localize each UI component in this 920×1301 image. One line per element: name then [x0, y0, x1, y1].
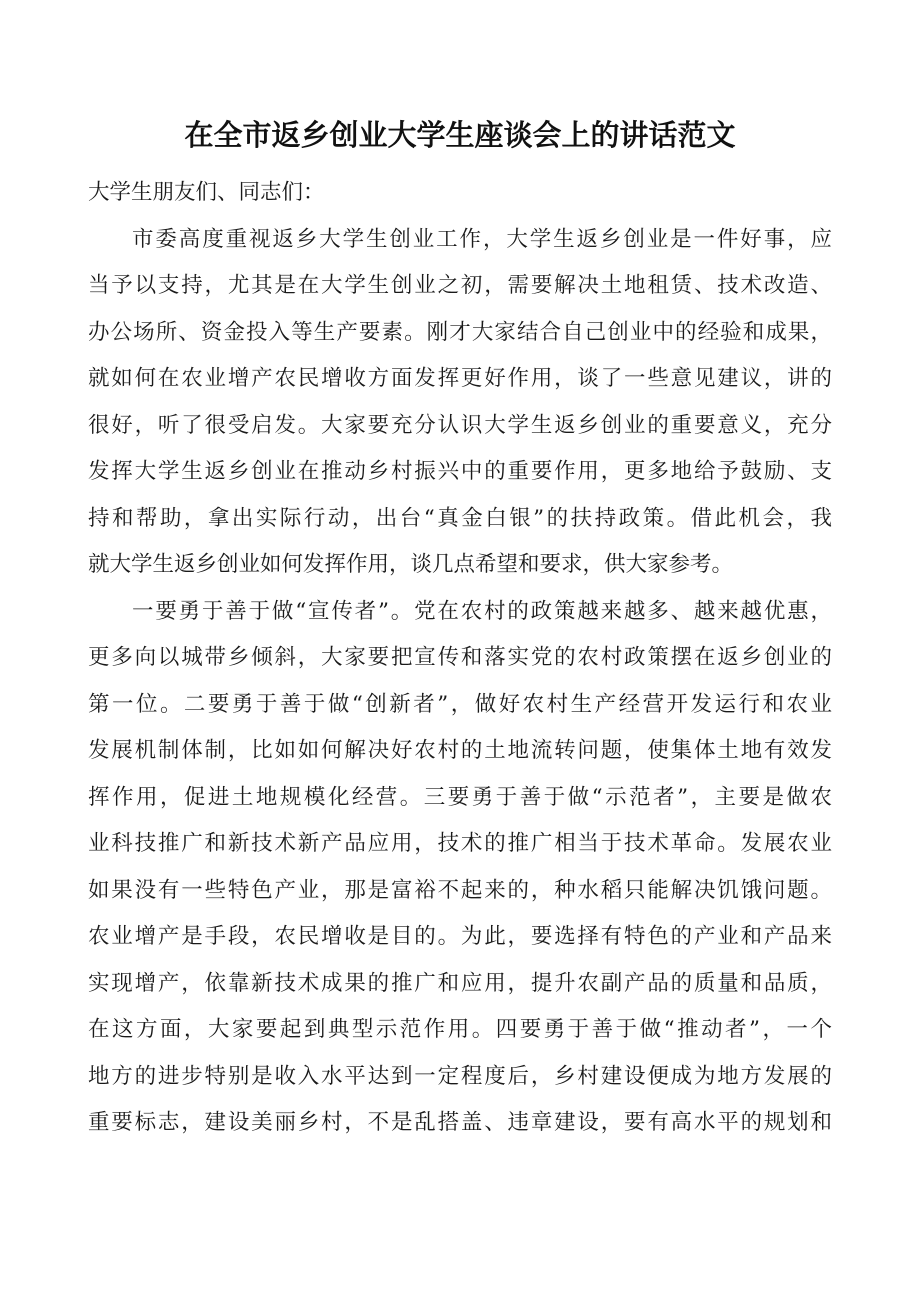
- paragraph-line: 办公场所、资金投入等生产要素。刚才大家结合自己创业中的经验和成果，: [88, 319, 832, 345]
- paragraph-line: 如果没有一些特色产业，那是富裕不起来的，种水稻只能解决饥饿问题。: [88, 877, 832, 903]
- document-body: [88, 170, 832, 1147]
- document-title: 在全市返乡创业大学生座谈会上的讲话范文: [184, 118, 736, 152]
- paragraph-line: 农业增产是手段，农民增收是目的。为此，要选择有特色的产业和产品来: [88, 924, 832, 949]
- paragraph-line: 市委高度重视返乡大学生创业工作，大学生返乡创业是一件好事，应: [132, 226, 832, 252]
- paragraph-line: 当予以支持，尤其是在大学生创业之初，需要解决土地租赁、技术改造、: [88, 273, 832, 298]
- paragraph-line: 重要标志，建设美丽乡村，不是乱搭盖、违章建设，要有高水平的规划和: [88, 1110, 832, 1135]
- salutation: 大学生朋友们、同志们：: [88, 180, 325, 205]
- paragraph-line: 一要勇于善于做“宣传者”。党在农村的政策越来越多、越来越优惠，: [132, 598, 832, 624]
- paragraph-line: 第一位。二要勇于善于做“创新者”，做好农村生产经营开发运行和农业: [88, 691, 832, 717]
- paragraph-line: 很好，听了很受启发。大家要充分认识大学生返乡创业的重要意义，充分: [88, 412, 832, 438]
- paragraph-line: 实现增产，依靠新技术成果的推广和应用，提升农副产品的质量和品质，: [88, 970, 832, 996]
- paragraph-line: 在这方面，大家要起到典型示范作用。四要勇于善于做“推动者”，一个: [88, 1017, 832, 1042]
- paragraph-line: 就如何在农业增产农民增收方面发挥更好作用，谈了一些意见建议，讲的: [88, 366, 832, 391]
- paragraph-line: 地方的进步特别是收入水平达到一定程度后，乡村建设便成为地方发展的: [88, 1063, 832, 1089]
- paragraph-line: 挥作用，促进土地规模化经营。三要勇于善于做“示范者”，主要是做农: [88, 784, 832, 810]
- paragraph-line: 发展机制体制，比如如何解决好农村的土地流转问题，使集体土地有效发: [88, 738, 832, 763]
- paragraph-line: 更多向以城带乡倾斜，大家要把宣传和落实党的农村政策摆在返乡创业的: [88, 645, 832, 670]
- paragraph-line: 业科技推广和新技术新产品应用，技术的推广相当于技术革命。发展农业: [88, 831, 832, 856]
- paragraph-2: [88, 589, 832, 1147]
- paragraph-line: 发挥大学生返乡创业在推动乡村振兴中的重要作用，更多地给予鼓励、支: [88, 459, 832, 484]
- paragraph-1: [88, 217, 832, 589]
- paragraph-line: 就大学生返乡创业如何发挥作用，谈几点希望和要求，供大家参考。: [88, 552, 734, 577]
- paragraph-line: 持和帮助，拿出实际行动，出台“真金白银”的扶持政策。借此机会，我: [88, 505, 832, 531]
